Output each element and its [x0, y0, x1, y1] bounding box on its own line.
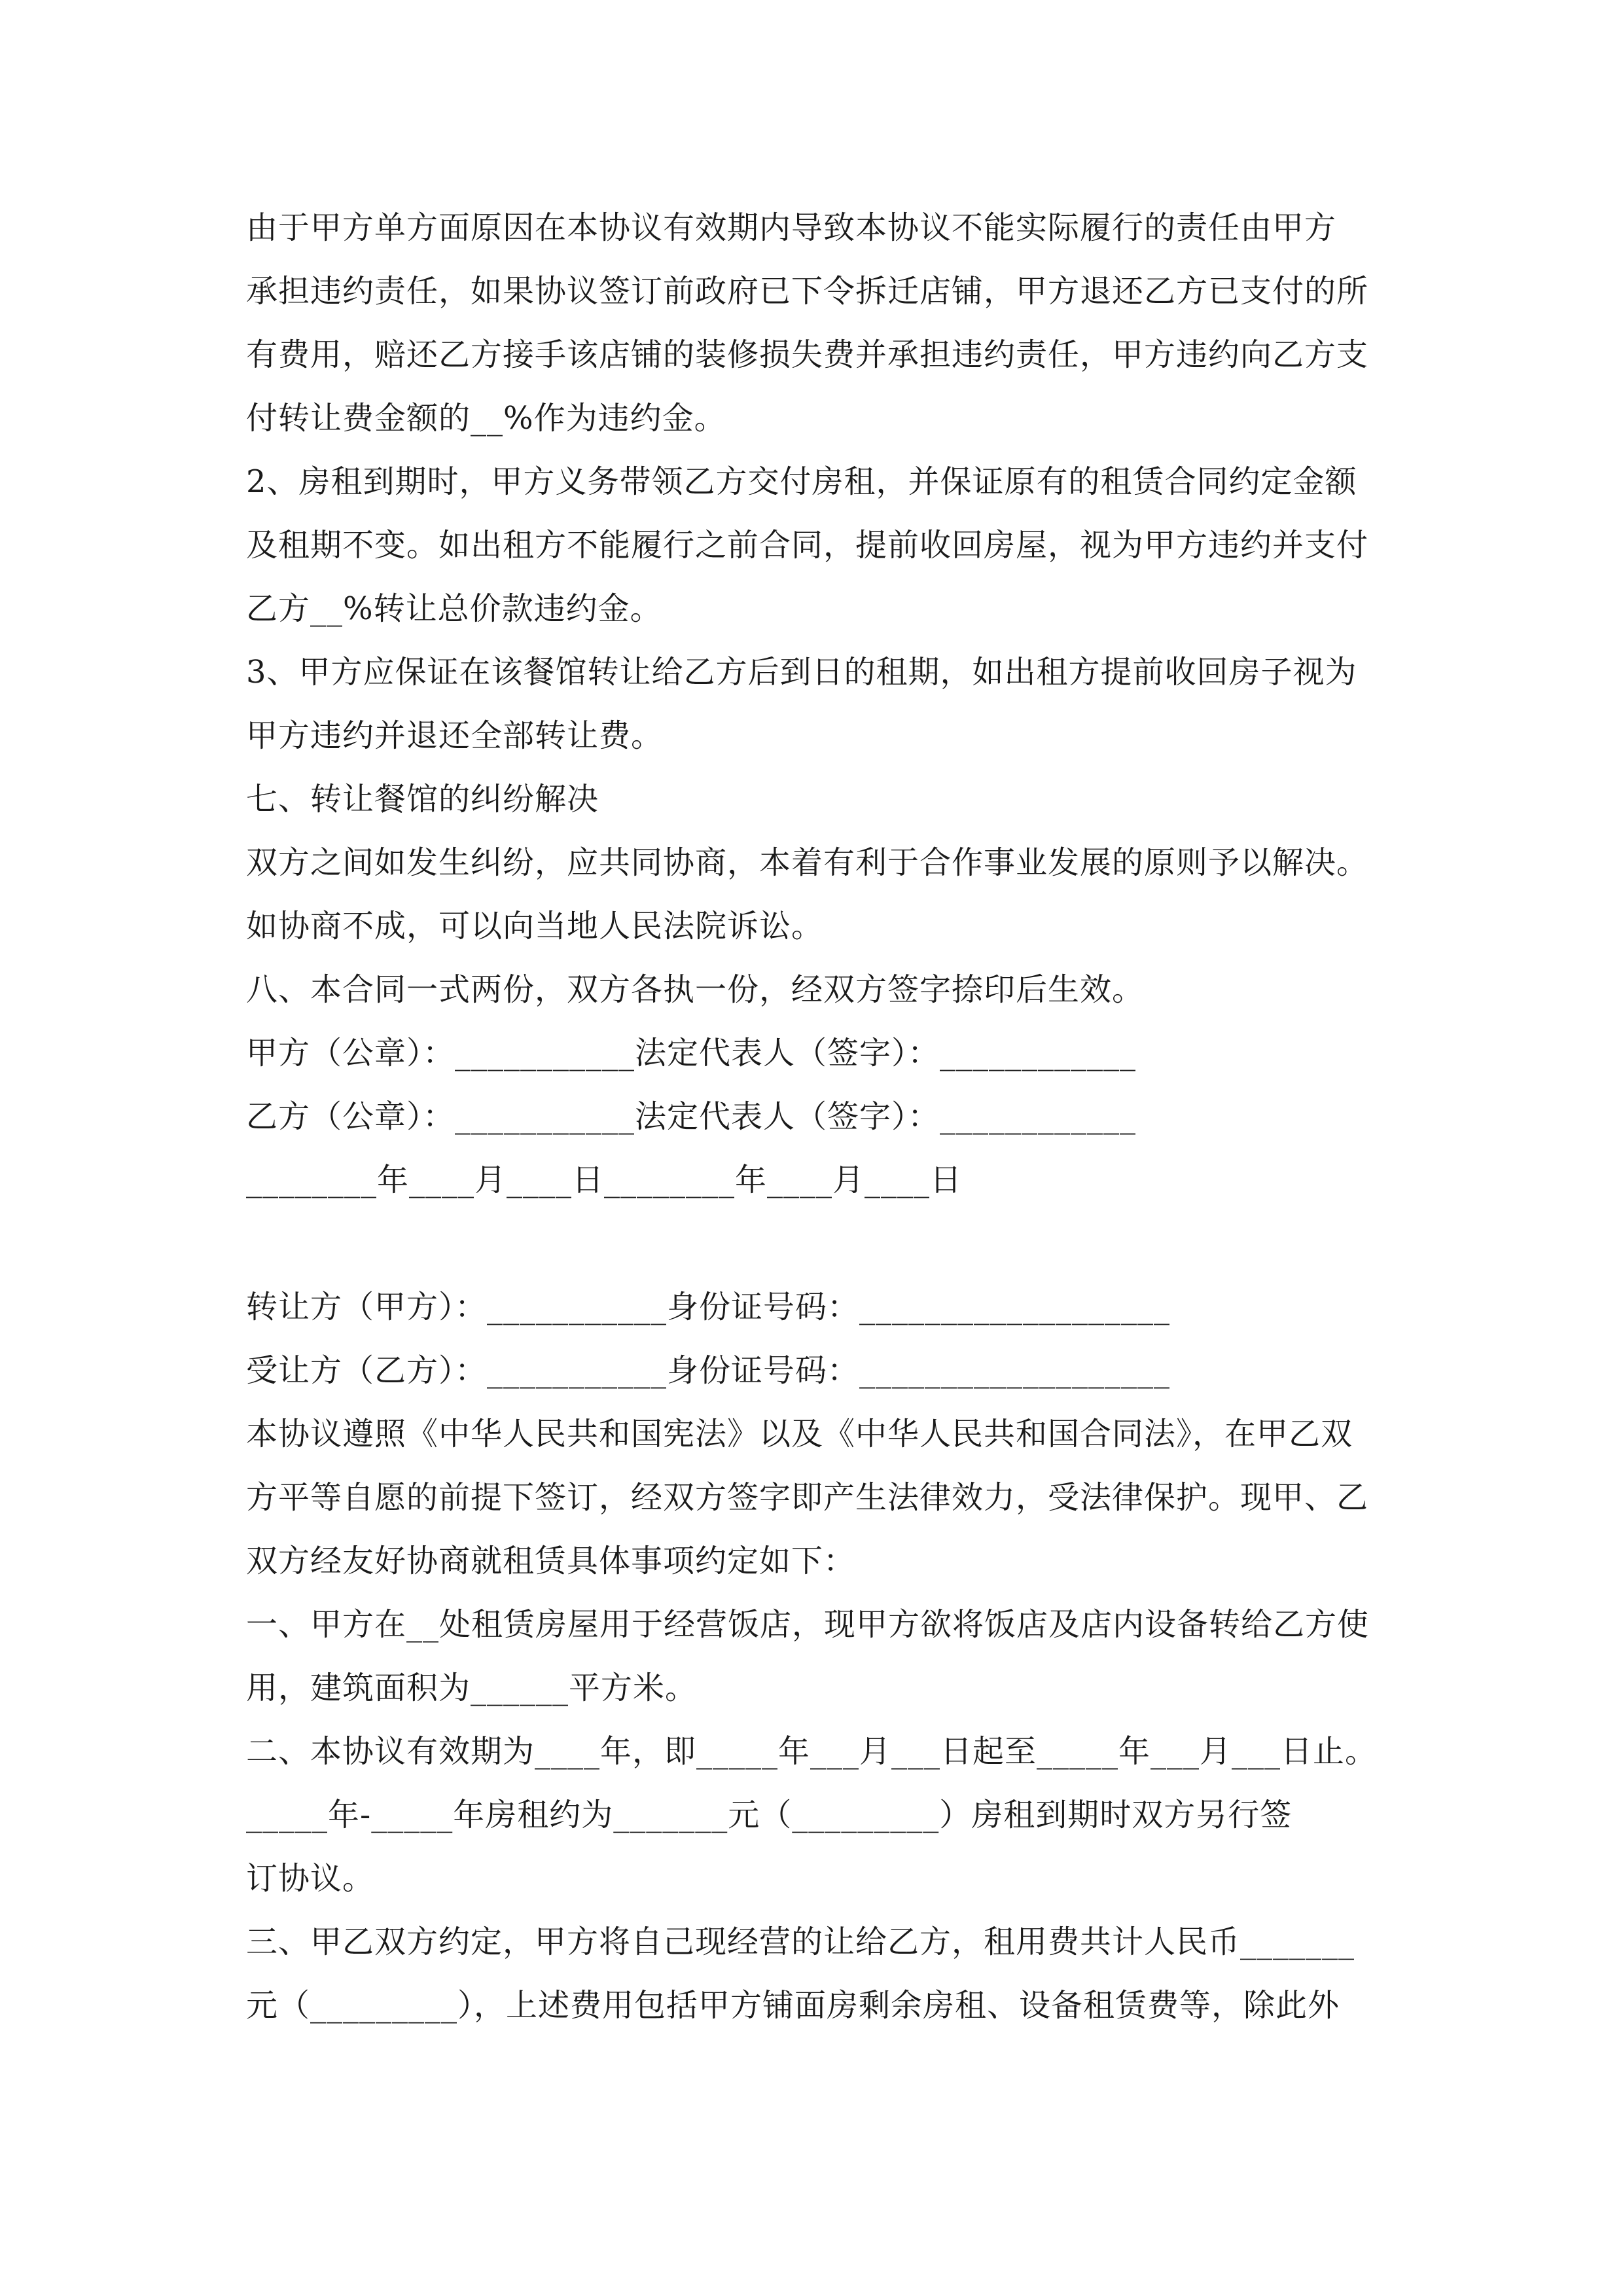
clause-2-term-line: 订协议。	[246, 1860, 375, 1897]
signature-line-party-b: 乙方（公章）：___________法定代表人（签字）：____________	[246, 1098, 1137, 1135]
dispute-line: 双方之间如发生纠纷，应共同协商，本着有利于合作事业发展的原则予以解决。	[246, 844, 1369, 881]
paragraph-line: 由于甲方单方面原因在本协议有效期内导致本协议不能实际履行的责任由甲方	[246, 209, 1337, 246]
dispute-line: 如协商不成，可以向当地人民法院诉讼。	[246, 908, 824, 944]
contract-body	[246, 196, 1398, 2037]
clause-2-term-line: _____年-_____年房租约为_______元（_________）房租到期时双方另行签	[246, 1797, 1293, 1833]
clause-3-fee-line: 三、甲乙双方约定，甲方将自己现经营的让给乙方，租用费共计人民币_______	[246, 1924, 1355, 1960]
clause-3-line: 甲方违约并退还全部转让费。	[246, 717, 664, 754]
paragraph-line: 付转让费金额的__%作为违约金。	[246, 400, 726, 437]
preamble-line: 方平等自愿的前提下签订，经双方签字即产生法律效力，受法律保护。现甲、乙	[246, 1479, 1369, 1516]
transferee-line: 受让方（乙方）：___________身份证号码：___________________	[246, 1352, 1171, 1389]
section-heading-dispute: 七、转让餐馆的纠纷解决	[246, 781, 599, 817]
clause-1-line: 用，建筑面积为______平方米。	[246, 1670, 698, 1706]
section-heading-copies: 八、本合同一式两份，双方各执一份，经双方签字捺印后生效。	[246, 971, 1145, 1008]
clause-1-line: 一、甲方在__处租赁房屋用于经营饭店，现甲方欲将饭店及店内设备转给乙方使	[246, 1606, 1370, 1643]
preamble-line: 双方经友好协商就租赁具体事项约定如下：	[246, 1543, 856, 1579]
preamble-line: 本协议遵照《中华人民共和国宪法》以及《中华人民共和国合同法》，在甲乙双	[246, 1416, 1353, 1452]
blank-gap	[246, 1212, 1398, 1276]
clause-2-term-line: 二、本协议有效期为____年，即_____年___月___日起至_____年___月___日止。	[246, 1733, 1378, 1770]
paragraph-line: 有费用，赔还乙方接手该店铺的装修损失费并承担违约责任，甲方违约向乙方支	[246, 336, 1369, 373]
signature-line-party-a: 甲方（公章）：___________法定代表人（签字）：____________	[246, 1035, 1137, 1071]
clause-2-line: 2、房租到期时，甲方义务带领乙方交付房租，并保证原有的租赁合同约定金额	[246, 463, 1357, 500]
transferor-line: 转让方（甲方）：___________身份证号码：___________________	[246, 1289, 1171, 1325]
clause-3-fee-line: 元（_________），上述费用包括甲方铺面房剩余房租、设备租赁费等，除此外	[246, 1987, 1340, 2024]
paragraph-line: 承担违约责任，如果协议签订前政府已下令拆迁店铺，甲方退还乙方已支付的所	[246, 273, 1369, 310]
clause-2-line: 乙方__%转让总价款违约金。	[246, 590, 662, 627]
clause-3-line: 3、甲方应保证在该餐馆转让给乙方后到日的租期，如出租方提前收回房子视为	[246, 654, 1357, 691]
signature-date-line: ________年____月____日________年____月____日	[246, 1162, 963, 1198]
clause-2-line: 及租期不变。如出租方不能履行之前合同，提前收回房屋，视为甲方违约并支付	[246, 527, 1369, 564]
